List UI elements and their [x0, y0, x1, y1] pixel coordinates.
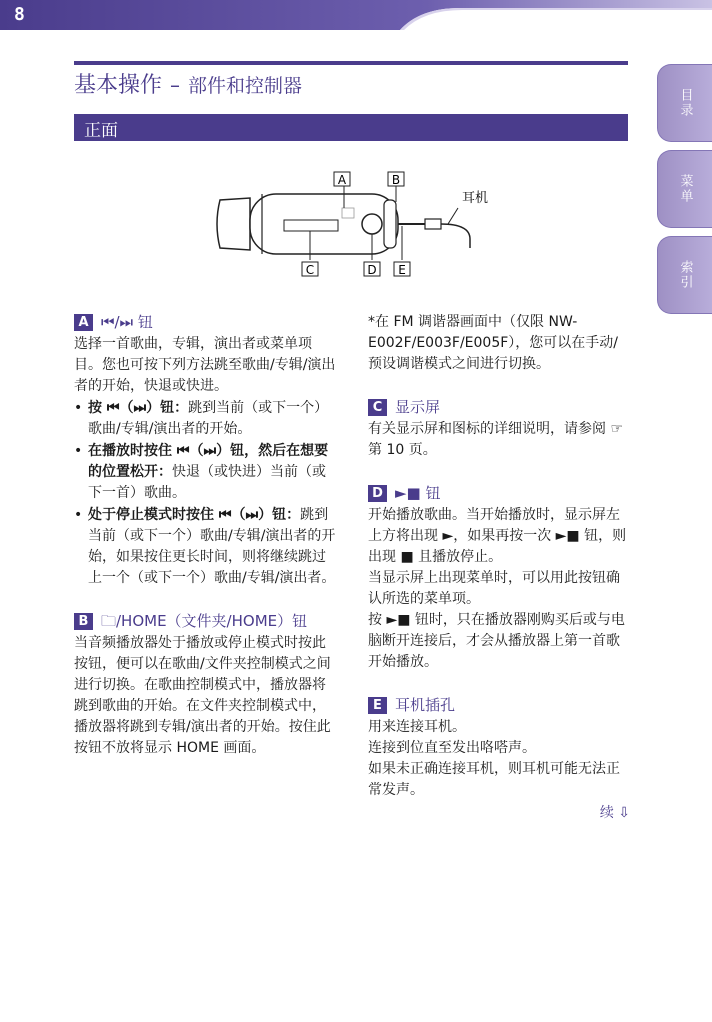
para-e-3: 如果未正确连接耳机，则耳机可能无法正常发声。 — [368, 761, 620, 798]
heading-c — [368, 397, 630, 418]
bullet-a-1-bold: 按 ⏮（⏭）钮： — [88, 400, 189, 416]
heading-b-title: 🗀/HOME（文件夹/HOME）钮 — [101, 612, 308, 630]
label-d-text: D — [367, 263, 377, 277]
spacer — [368, 673, 630, 695]
spacer — [368, 375, 630, 397]
heading-d — [368, 483, 630, 504]
spacer — [368, 461, 630, 483]
badge-b: B — [74, 613, 93, 630]
tab-contents-label: 目录 — [677, 88, 693, 118]
title-rule — [74, 61, 628, 65]
label-e-text: E — [398, 263, 406, 277]
bullet-a-3-text: 跳到当前（或下一个）歌曲/专辑/演出者的开始，如果按住更长时间，则将继续跳过上一个（或下一个）歌曲/专辑/演出者。 — [88, 507, 336, 586]
bullet-a-3-bold: 处于停止模式时按住 ⏮（⏭）钮： — [88, 507, 301, 523]
label-b-marker — [388, 172, 404, 187]
badge-e: E — [368, 697, 387, 714]
tab-index-label: 索引 — [677, 260, 693, 290]
label-c-text: C — [305, 263, 315, 277]
bullet-a-2-bold: 在播放时按住 ⏮（⏭）钮，然后在想要的位置松开： — [88, 443, 329, 480]
heading-e-title: 耳机插孔 — [395, 696, 456, 714]
player-illustration — [200, 164, 510, 284]
heading-a — [74, 312, 336, 333]
badge-d: D — [368, 485, 387, 502]
bullet-a-2 — [74, 441, 336, 504]
bullet-a-1-text: 跳到当前（或下一个）歌曲/专辑/演出者的开始。 — [88, 400, 329, 437]
fm-note: *在 FM 调谐器画面中（仅限 NW-E002F/E003F/E005F），您可以在手动/预设调谐模式之间进行切换。 — [368, 314, 619, 372]
para-d-3: 按 ►■ 钮时，只在播放器刚购买后或与电脑断开连接后，才会从播放器上第一首歌开始播放。 — [368, 612, 625, 670]
label-e-marker — [394, 262, 410, 277]
title-main: 基本操作 — [74, 73, 163, 98]
para-c: 有关显示屏和图标的详细说明，请参阅 ☞ 第 10 页。 — [368, 421, 623, 458]
heading-d-title: ►■ 钮 — [395, 484, 441, 502]
para-b: 当音频播放器处于播放或停止模式时按此按钮，便可以在歌曲/文件夹控制模式之间进行切换。在歌曲控制模式中，播放器将跳到歌曲的开始。在文件夹控制模式中，播放器将跳到专辑/演出者的开始。按住此按钮不放将显示 HOME 画面。 — [74, 635, 331, 756]
label-a-text: A — [337, 173, 347, 187]
badge-a: A — [74, 314, 93, 331]
heading-c-title: 显示屏 — [395, 398, 441, 416]
para-d-2: 当显示屏上出现菜单时，可以用此按钮确认所选的菜单项。 — [368, 570, 620, 607]
heading-e — [368, 695, 630, 716]
spacer — [74, 589, 336, 611]
tab-menu[interactable] — [657, 150, 712, 228]
top-banner — [0, 0, 712, 30]
para-a: 选择一首歌曲，专辑，演出者或菜单项目。您也可按下列方法跳至歌曲/专辑/演出者的开始，快退或快进。 — [74, 336, 336, 394]
left-column — [74, 312, 336, 759]
para-e-1: 用来连接耳机。 — [368, 719, 466, 735]
para-d-1: 开始播放歌曲。当开始播放时，显示屏左上方将出现 ►，如果再按一次 ►■ 钮，则出现 ■ 且播放停止。 — [368, 507, 627, 565]
para-e-2: 连接到位直至发出咯嗒声。 — [368, 740, 536, 756]
page-title — [74, 68, 302, 99]
banner-shape — [0, 0, 712, 30]
label-c-marker — [302, 262, 318, 277]
section-heading-label: 正面 — [84, 121, 118, 141]
tab-menu-label: 菜单 — [677, 174, 693, 204]
section-heading — [74, 114, 628, 141]
badge-c: C — [368, 399, 387, 416]
bullet-a-3 — [74, 505, 336, 589]
heading-a-title: ⏮/⏭ 钮 — [101, 313, 153, 331]
right-column — [368, 312, 630, 824]
bullet-a-2-text: 快退（或快进）当前（或下一首）歌曲。 — [88, 464, 326, 501]
tab-index[interactable] — [657, 236, 712, 314]
device-diagram — [200, 164, 510, 284]
label-a-marker — [334, 172, 350, 187]
label-b-text: B — [391, 173, 401, 187]
earphone-label: 耳机 — [462, 191, 489, 206]
heading-b — [74, 611, 336, 632]
label-d-marker — [364, 262, 380, 277]
title-dash: – — [170, 73, 181, 97]
title-sub: 部件和控制器 — [188, 75, 303, 97]
bullet-a-1 — [74, 398, 336, 440]
page-number: 8 — [14, 4, 25, 25]
tab-contents[interactable] — [657, 64, 712, 142]
continued-link[interactable]: 续 ⇩ — [599, 805, 630, 821]
